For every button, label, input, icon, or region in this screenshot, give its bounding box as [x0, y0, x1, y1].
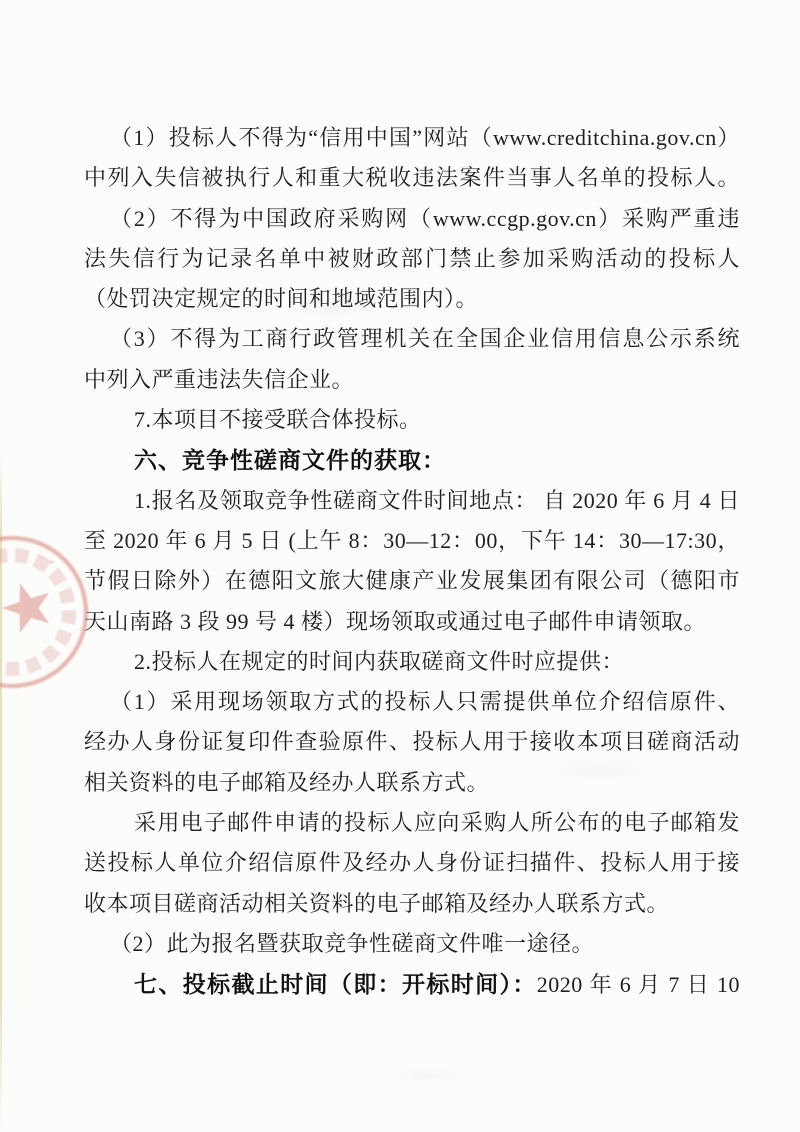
doc-line: 1.报名及领取竞争性磋商文件时间地点： 自 2020 年 6 月 4 日 [134, 487, 740, 513]
doc-line: 经办人身份证复印件查验原件、投标人用于接收本项目磋商活动 [84, 729, 740, 755]
doc-line: （处罚决定规定的时间和地域范围内）。 [84, 286, 479, 312]
scan-edge-artifact [0, 455, 2, 1132]
doc-line: 2.投标人在规定的时间内获取磋商文件时应提供： [134, 648, 625, 674]
section-heading-inline: 七、投标截止时间（即：开标时间）： [134, 971, 537, 998]
doc-line: 相关资料的电子邮箱及经办人联系方式。 [84, 769, 490, 795]
doc-line: 7.本项目不接受联合体投标。 [134, 407, 422, 433]
doc-line: 法失信行为记录名单中被财政部门禁止参加采购活动的投标人 [84, 245, 740, 271]
doc-line: 中列入失信被执行人和重大税收违法案件当事人名单的投标人。 [84, 165, 740, 191]
doc-line: （1）采用现场领取方式的投标人只需提供单位介绍信原件、 [110, 689, 740, 715]
star-icon [0, 576, 58, 636]
doc-line: 收本项目磋商活动相关资料的电子邮箱及经办人联系方式。 [84, 890, 670, 916]
doc-line: （2）不得为中国政府采购网（www.ccgp.gov.cn）采购严重违 [110, 205, 740, 231]
doc-line: 送投标人单位介绍信原件及经办人身份证扫描件、投标人用于接 [84, 850, 740, 876]
section-heading: 六、竞争性磋商文件的获取： [134, 447, 446, 474]
doc-line: 节假日除外）在德阳文旅大健康产业发展集团有限公司（德阳市 [84, 568, 740, 594]
doc-line [84, 964, 740, 1004]
doc-line: 至 2020 年 6 月 5 日 (上午 8：30—12：00，下午 14：30—17:30， [84, 527, 740, 553]
doc-line: 采用电子邮件申请的投标人应向采购人所公布的电子邮箱发 [134, 810, 740, 836]
doc-line: （1）投标人不得为“信用中国”网站（www.creditchina.gov.cn） [110, 125, 740, 150]
document-body [84, 118, 740, 1005]
doc-line: 中列入严重违法失信企业。 [84, 366, 355, 392]
doc-line: （2）此为报名暨获取竞争性磋商文件唯一途径。 [110, 930, 595, 956]
doc-line: （3）不得为工商行政管理机关在全国企业信用信息公示系统 [110, 326, 740, 352]
doc-line-continuation: 2020 年 6 月 7 日 10 [536, 972, 740, 998]
doc-line: 天山南路 3 段 99 号 4 楼）现场领取或通过电子邮件申请领取。 [84, 608, 707, 634]
